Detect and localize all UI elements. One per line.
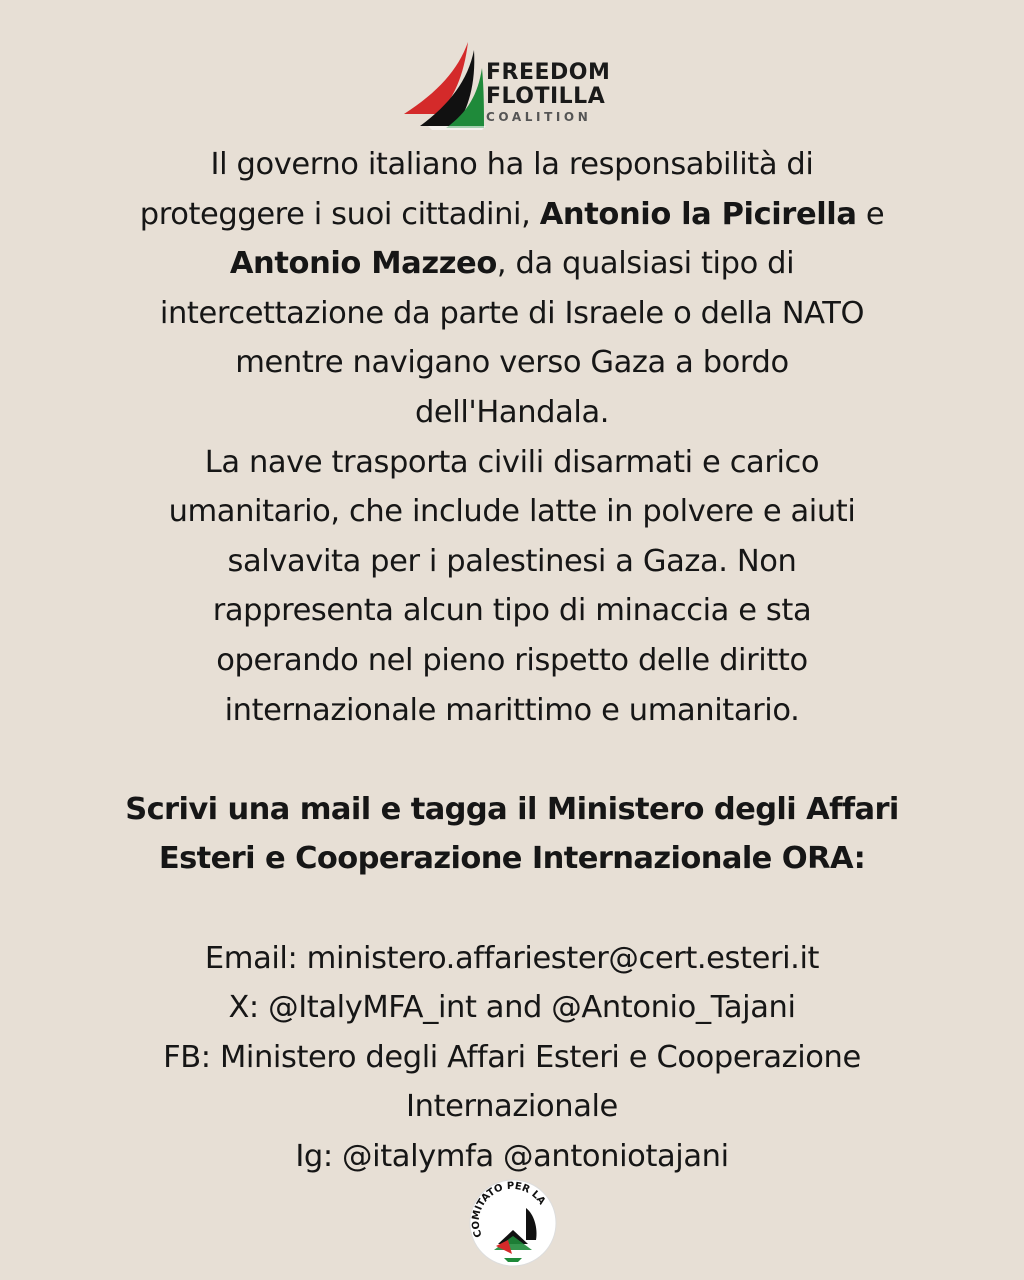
- text-line: dell'Handala.: [414, 394, 610, 430]
- text-line: umanitario, che include latte in polvere e aiuti: [168, 494, 856, 530]
- text-line: operando nel pieno rispetto delle diritto: [216, 642, 808, 678]
- text-span: proteggere i suoi cittadini,: [139, 196, 540, 232]
- contact-fb-continued: Internazionale: [406, 1089, 618, 1125]
- contact-ig: Ig: @italymfa @antoniotajani: [295, 1138, 729, 1174]
- freedom-flotilla-logo: [398, 40, 638, 132]
- logo-wordmark: [486, 62, 610, 123]
- text-line: salvavita per i palestinesi a Gaza. Non: [227, 543, 797, 579]
- contact-x: X: @ItalyMFA_int and @Antonio_Tajani: [228, 990, 796, 1026]
- text-line: intercettazione da parte di Israele o della NATO: [159, 295, 865, 331]
- contact-email: Email: ministero.affariester@cert.esteri.it: [204, 940, 820, 976]
- text-line: mentre navigano verso Gaza a bordo: [235, 345, 789, 381]
- text-span: e: [856, 196, 885, 232]
- palestine-badge-icon: [468, 1178, 558, 1268]
- call-to-action-line: Esteri e Cooperazione Internazionale ORA:: [158, 841, 866, 877]
- text-line: La nave trasporta civili disarmati e carico: [204, 444, 820, 480]
- sailboat-icon: [398, 40, 488, 132]
- badge-text: COMITATO PER LA: [470, 1180, 548, 1239]
- name-highlight: Antonio la Picirella: [539, 196, 857, 232]
- call-to-action-line: Scrivi una mail e tagga il Ministero degli Affari: [125, 791, 899, 827]
- comitato-palestina-logo: [468, 1178, 558, 1268]
- text-span: , da qualsiasi tipo di: [496, 246, 795, 282]
- text-line: [60, 140, 964, 190]
- text-line: rappresenta alcun tipo di minaccia e sta: [212, 593, 812, 629]
- text-line: internazionale marittimo e umanitario.: [224, 692, 800, 728]
- name-highlight: Antonio Mazzeo: [229, 246, 497, 282]
- logo-line-3: COALITION: [486, 110, 592, 124]
- logo-line-2: FLOTILLA: [486, 84, 606, 109]
- contact-fb: FB: Ministero degli Affari Esteri e Cooperazione: [163, 1039, 861, 1075]
- text-span: Il governo italiano ha la responsabilità di: [210, 147, 814, 182]
- text-line: [60, 190, 964, 240]
- text-line: [60, 239, 964, 289]
- spacer: [60, 884, 964, 934]
- logo-line-1: FREEDOM: [486, 60, 611, 85]
- spacer: [60, 735, 964, 785]
- main-text: [60, 140, 964, 1181]
